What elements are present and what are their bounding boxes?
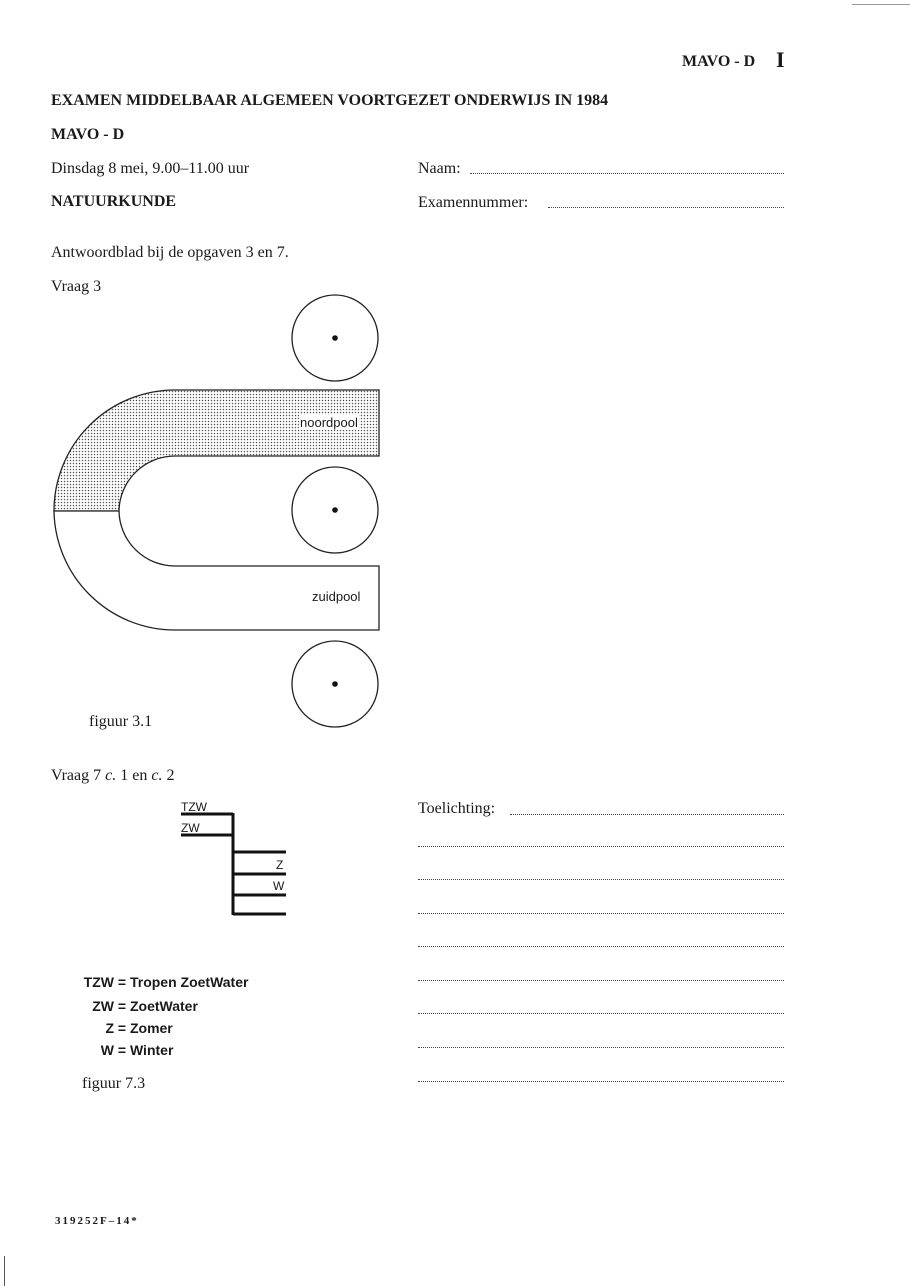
q7-mid: 1 en bbox=[116, 767, 152, 784]
explanation-line-5[interactable] bbox=[418, 946, 784, 947]
q7-c2: c. bbox=[151, 767, 163, 784]
question-3-heading: Vraag 3 bbox=[51, 278, 102, 295]
mark-w: W bbox=[273, 879, 285, 893]
figure-3-1-caption: figuur 3.1 bbox=[89, 713, 153, 730]
series-label: MAVO - D bbox=[682, 53, 756, 70]
explanation-line-9[interactable] bbox=[418, 1081, 784, 1082]
mark-zw: ZW bbox=[181, 821, 200, 835]
q7-prefix: Vraag 7 bbox=[51, 767, 106, 784]
legend-row-z: Z = Zomer bbox=[105, 1020, 173, 1036]
explanation-line-2[interactable] bbox=[418, 846, 784, 847]
name-label: Naam: bbox=[418, 160, 461, 177]
mark-z: Z bbox=[276, 858, 284, 872]
exam-level: MAVO - D bbox=[51, 126, 125, 143]
exam-title: EXAMEN MIDDELBAAR ALGEMEEN VOORTGEZET ONDERWIJS IN 1984 bbox=[51, 92, 609, 109]
north-pole-label: noordpool bbox=[300, 415, 358, 430]
explanation-line-1[interactable] bbox=[510, 814, 784, 815]
legend-row-tzw: TZW = Tropen ZoetWater bbox=[83, 974, 249, 990]
explanation-line-7[interactable] bbox=[418, 1013, 784, 1014]
exam-subject: NATUURKUNDE bbox=[51, 193, 177, 210]
exam-number-label: Examennummer: bbox=[418, 194, 529, 211]
explanation-line-6[interactable] bbox=[418, 980, 784, 981]
explanation-label: Toelichting: bbox=[418, 800, 496, 817]
sheet-number: I bbox=[776, 47, 785, 72]
south-pole-label: zuidpool bbox=[312, 589, 361, 604]
q7-suffix: 2 bbox=[162, 767, 175, 784]
explanation-line-8[interactable] bbox=[418, 1047, 784, 1048]
explanation-line-4[interactable] bbox=[418, 913, 784, 914]
q7-c1: c. bbox=[105, 767, 117, 784]
figure-7-3-caption: figuur 7.3 bbox=[82, 1075, 146, 1092]
mark-tzw: TZW bbox=[181, 800, 207, 814]
answer-sheet-intro: Antwoordblad bij de opgaven 3 en 7. bbox=[51, 244, 289, 261]
legend-row-w: W = Winter bbox=[100, 1042, 174, 1058]
explanation-line-3[interactable] bbox=[418, 879, 784, 880]
exam-date-time: Dinsdag 8 mei, 9.00–11.00 uur bbox=[51, 160, 250, 177]
legend-row-zw: ZW = ZoetWater bbox=[92, 998, 198, 1014]
footer-code: 319252F–14* bbox=[55, 1215, 139, 1227]
